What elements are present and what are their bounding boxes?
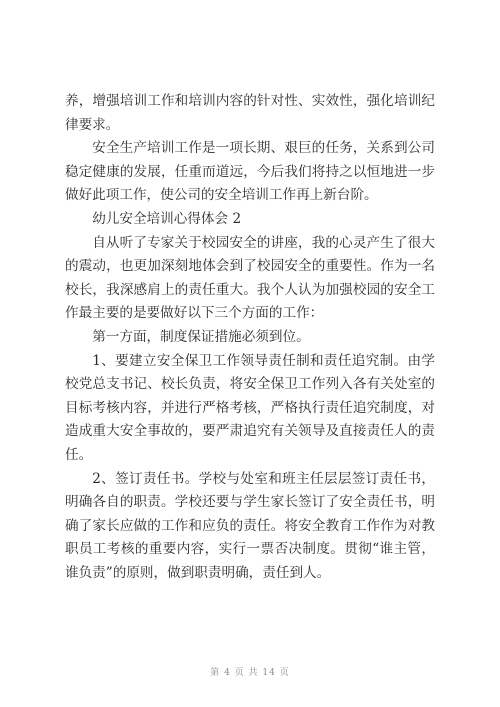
paragraph-item-1: 1、要建立安全保卫工作领导责任制和责任追究制。由学校党总支书记、校长负责，将安全保卫工作列入各有关处室的目标考核内容，并进行严格考核，严格执行责任追究制度，对造成重大安全事故的，要严肃追究有关领导及直接责任人的责任。	[65, 352, 435, 463]
paragraph-continuation: 养，增强培训工作和培训内容的针对性、实效性，强化培训纪律要求。	[65, 93, 435, 133]
paragraph-intro: 自从听了专家关于校园安全的讲座，我的心灵产生了很大的震动，也更加深刻地体会到了校园安全的重要性。作为一名校长，我深感肩上的责任重大。我个人认为加强校园的安全工作最主要的是要做好以下三个方面的工作：	[65, 234, 435, 322]
paragraph-conclusion: 安全生产培训工作是一项长期、艰巨的任务，关系到公司稳定健康的发展，任重而道远，今后我们将持之以恒地进一步做好此项工作，使公司的安全培训工作再上新台阶。	[65, 140, 435, 204]
document-body	[65, 90, 435, 585]
paragraph-item-2: 2、签订责任书。学校与处室和班主任层层签订责任书，明确各自的职责。学校还要与学生家长签订了安全责任书，明确了家长应做的工作和应负的责任。将安全教育工作作为对教职员工考核的重要内容，实行一票否决制度。贯彻“谁主管，谁负责”的原则，做到职责明确，责任到人。	[65, 470, 435, 581]
paragraph-first-aspect: 第一方面，制度保证措施必须到位。	[92, 328, 310, 345]
section-heading: 幼儿安全培训心得体会 2	[92, 210, 242, 227]
page-number-footer: 第 4 页 共 14 页	[210, 668, 290, 678]
